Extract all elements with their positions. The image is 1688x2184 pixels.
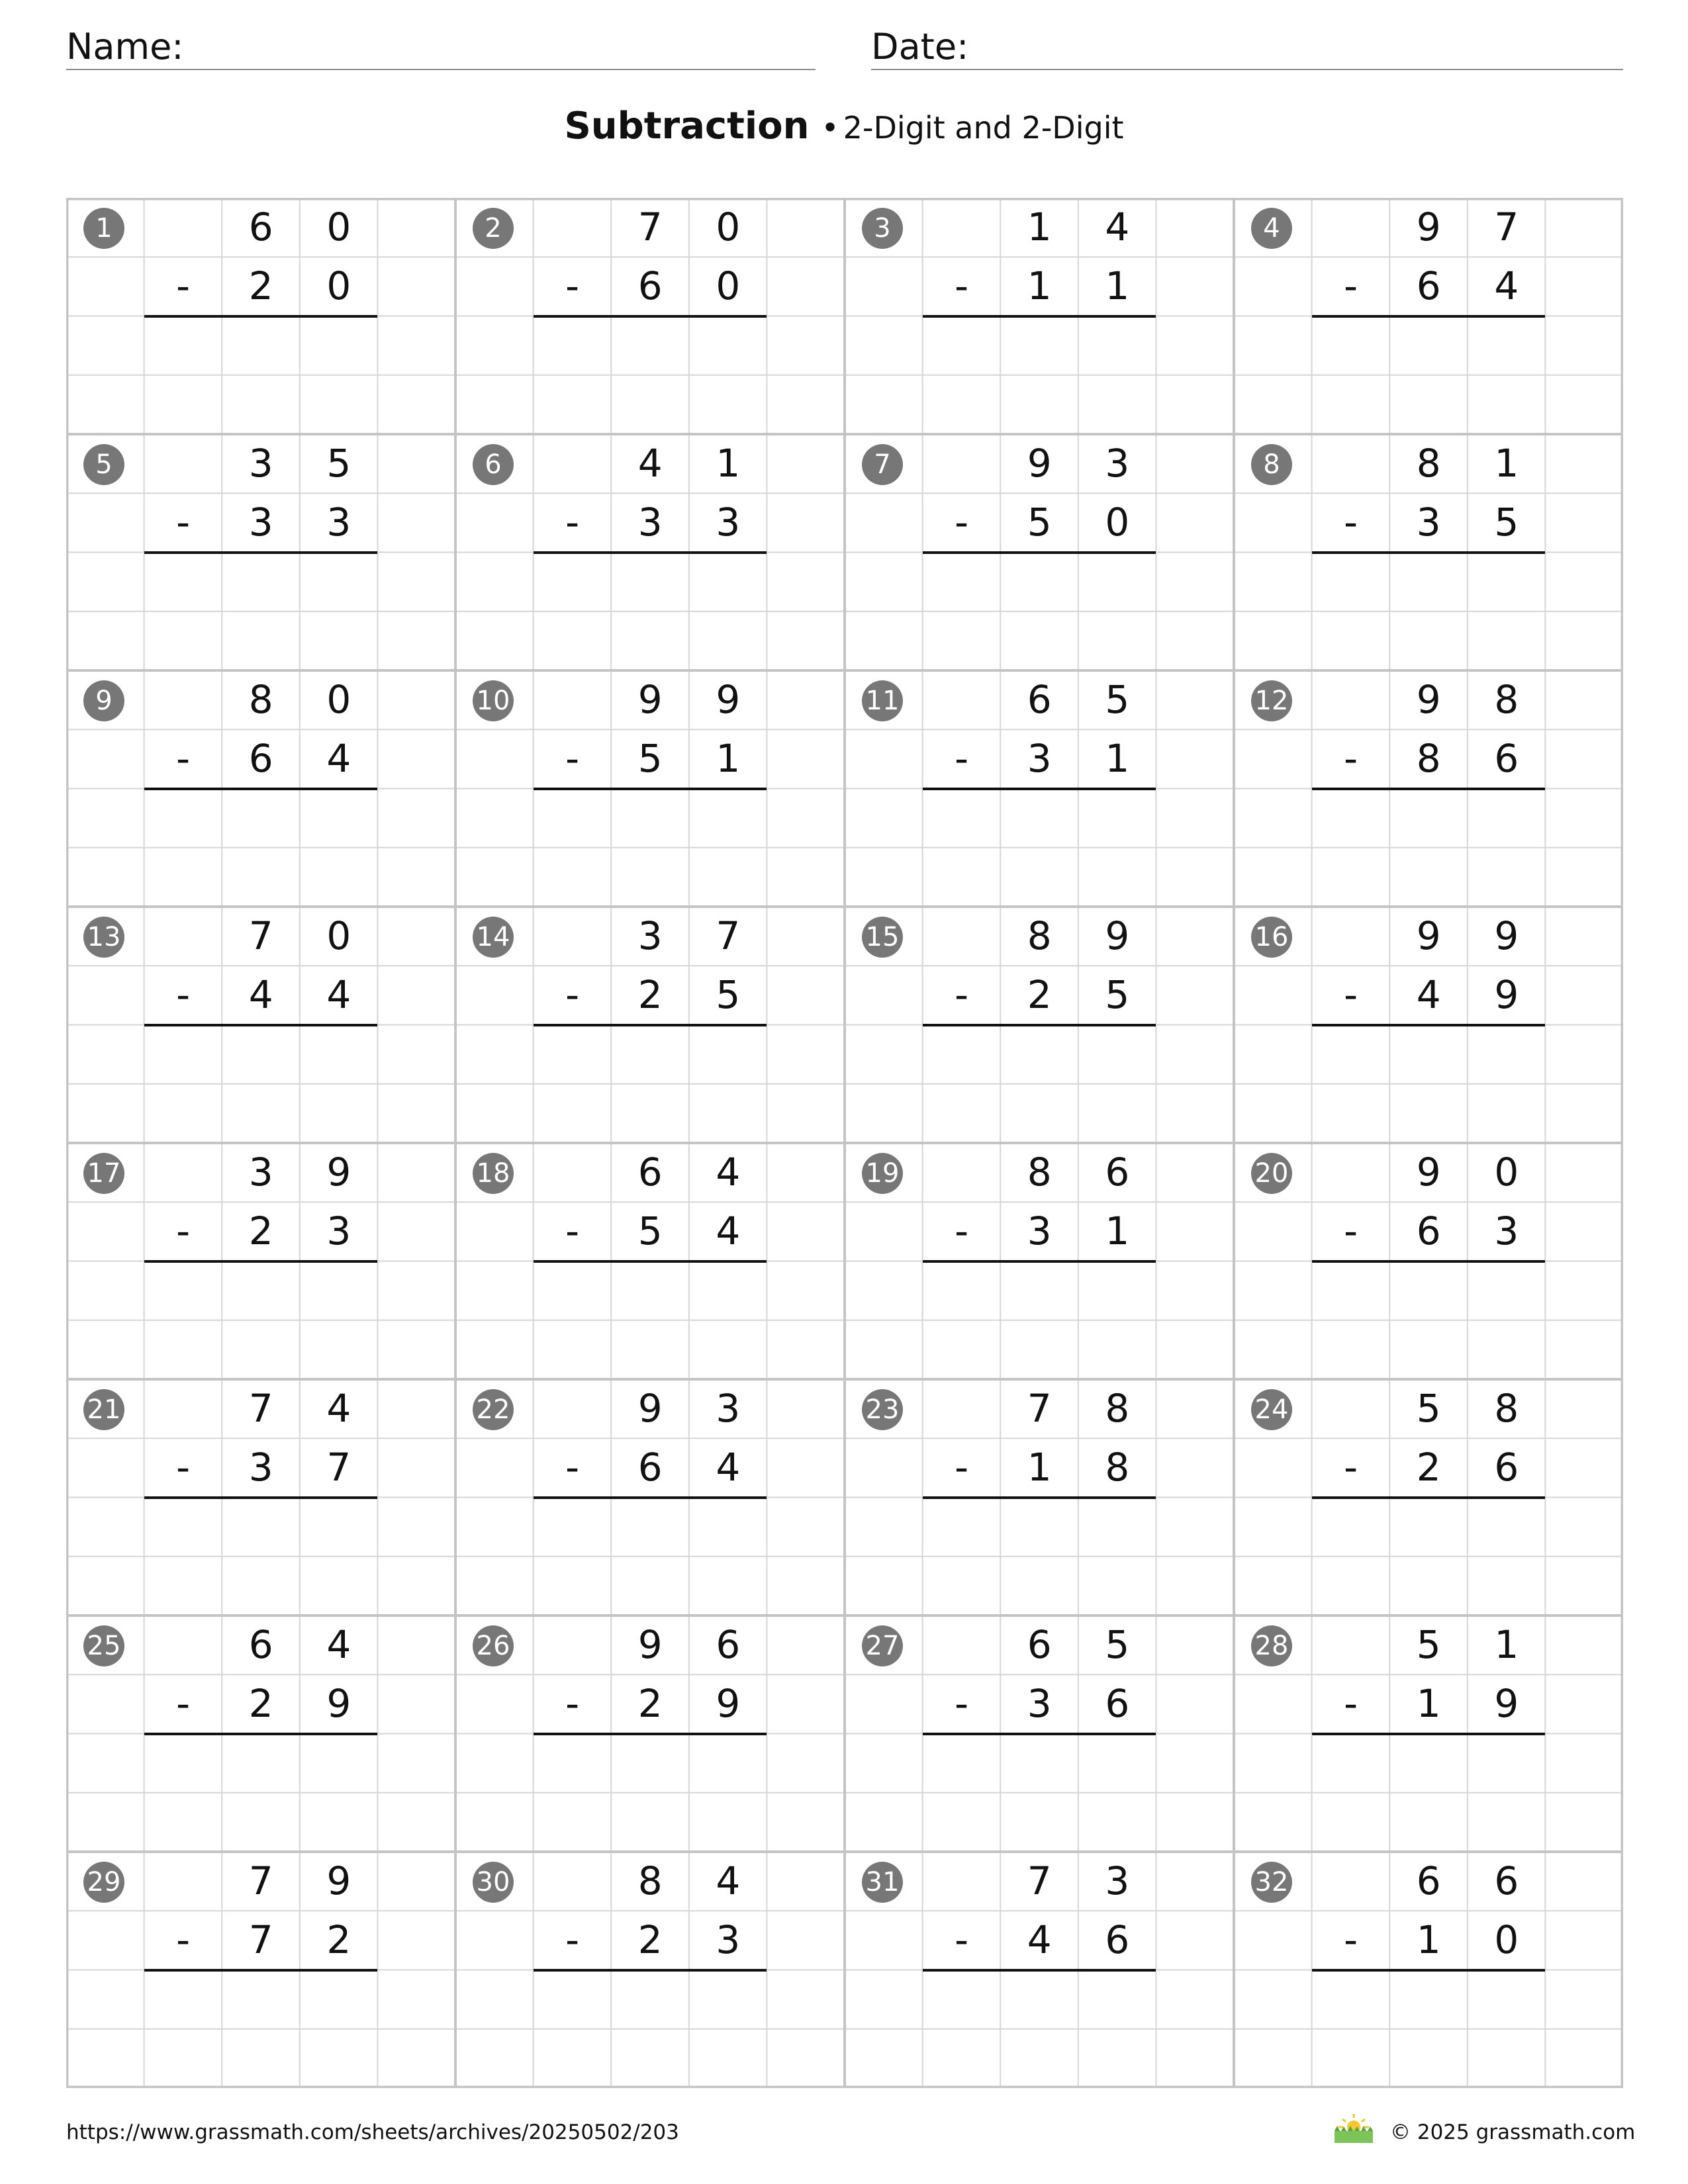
- problem-number-badge: 31: [862, 1862, 903, 1903]
- problem: [455, 1143, 845, 1379]
- minus-sign: -: [176, 1208, 191, 1254]
- problem-number-badge: 17: [83, 1153, 124, 1194]
- minus-sign: -: [955, 1445, 969, 1490]
- minuend-tens-digit: 3: [248, 441, 273, 486]
- minuend-ones-digit: 7: [1494, 205, 1519, 250]
- answer-rule: [923, 1496, 1156, 1499]
- subtrahend-tens-digit: 1: [1027, 263, 1052, 309]
- minuend-tens-digit: 5: [1416, 1386, 1441, 1431]
- footer-copyright: © 2025 grassmath.com: [1390, 2120, 1636, 2144]
- problem: [845, 670, 1234, 907]
- problem-number-badge: 10: [473, 680, 514, 721]
- minuend-ones-digit: 1: [1494, 1622, 1519, 1667]
- subtrahend-ones-digit: 4: [1494, 263, 1519, 309]
- minus-sign: -: [955, 500, 969, 545]
- answer-rule: [1312, 1024, 1545, 1026]
- problem-number-badge: 9: [83, 680, 124, 721]
- name-label: Name:: [66, 26, 184, 68]
- problem-number-badge: 6: [473, 444, 514, 485]
- answer-rule: [534, 551, 767, 554]
- subtrahend-ones-digit: 3: [716, 500, 741, 545]
- footer-url: https://www.grassmath.com/sheets/archives/20250502/203: [66, 2120, 679, 2144]
- problem: [455, 670, 845, 907]
- minuend-tens-digit: 9: [637, 677, 663, 722]
- problem-number-badge: 16: [1251, 917, 1292, 958]
- subtrahend-ones-digit: 0: [716, 263, 741, 309]
- worksheet-title: [0, 105, 1688, 148]
- minuend-tens-digit: 7: [637, 205, 663, 250]
- answer-rule: [923, 788, 1156, 790]
- problem-number-badge: 11: [862, 680, 903, 721]
- minuend-tens-digit: 6: [637, 1150, 663, 1195]
- minuend-tens-digit: 9: [1416, 677, 1441, 722]
- problem: [66, 1143, 455, 1379]
- minus-sign: -: [176, 1445, 191, 1490]
- minuend-tens-digit: 8: [1416, 441, 1441, 486]
- subtrahend-tens-digit: 6: [637, 1445, 663, 1490]
- subtrahend-tens-digit: 3: [1027, 736, 1052, 782]
- problem-number-badge: 28: [1251, 1625, 1292, 1666]
- subtrahend-tens-digit: 4: [1027, 1917, 1052, 1963]
- minus-sign: -: [955, 972, 969, 1018]
- title-separator: •: [821, 110, 839, 146]
- minus-sign: -: [1344, 500, 1358, 545]
- problem-number-badge: 18: [473, 1153, 514, 1194]
- minuend-tens-digit: 6: [1027, 677, 1052, 722]
- subtrahend-ones-digit: 2: [326, 1917, 352, 1963]
- problem-number-badge: 24: [1251, 1389, 1292, 1430]
- problem: [845, 198, 1234, 434]
- subtrahend-tens-digit: 3: [1416, 500, 1441, 545]
- answer-rule: [923, 1024, 1156, 1026]
- minus-sign: -: [565, 1445, 580, 1490]
- subtrahend-tens-digit: 6: [637, 263, 663, 309]
- minuend-tens-digit: 7: [248, 1386, 273, 1431]
- subtrahend-ones-digit: 7: [326, 1445, 352, 1490]
- subtrahend-tens-digit: 1: [1416, 1681, 1441, 1727]
- problem: [455, 1852, 845, 2088]
- problem-number-badge: 3: [862, 208, 903, 249]
- subtrahend-ones-digit: 3: [326, 1208, 352, 1254]
- problem: [455, 198, 845, 434]
- problem: [1234, 1379, 1623, 1615]
- minus-sign: -: [1344, 1208, 1358, 1254]
- problem-number-badge: 20: [1251, 1153, 1292, 1194]
- minuend-tens-digit: 9: [1027, 441, 1052, 486]
- minuend-ones-digit: 5: [1105, 677, 1130, 722]
- minuend-ones-digit: 0: [1494, 1150, 1519, 1195]
- subtrahend-tens-digit: 7: [248, 1917, 273, 1963]
- minuend-ones-digit: 0: [326, 913, 352, 958]
- minuend-ones-digit: 7: [716, 913, 741, 958]
- problem-number-badge: 26: [473, 1625, 514, 1666]
- minuend-ones-digit: 4: [326, 1622, 352, 1667]
- minuend-tens-digit: 3: [637, 913, 663, 958]
- title-subtitle: 2-Digit and 2-Digit: [843, 110, 1124, 146]
- subtrahend-ones-digit: 9: [1494, 1681, 1519, 1727]
- answer-rule: [923, 551, 1156, 554]
- minus-sign: -: [565, 1208, 580, 1254]
- minuend-ones-digit: 0: [716, 205, 741, 250]
- answer-rule: [144, 1024, 377, 1026]
- minus-sign: -: [1344, 1917, 1358, 1963]
- subtrahend-ones-digit: 5: [1105, 972, 1130, 1018]
- minuend-tens-digit: 1: [1027, 205, 1052, 250]
- answer-rule: [534, 1733, 767, 1735]
- minus-sign: -: [565, 736, 580, 782]
- subtrahend-ones-digit: 6: [1105, 1681, 1130, 1727]
- problem: [455, 1615, 845, 1852]
- problem: [66, 670, 455, 907]
- minus-sign: -: [955, 1681, 969, 1727]
- problem-number-badge: 14: [473, 917, 514, 958]
- subtrahend-tens-digit: 8: [1416, 736, 1441, 782]
- minus-sign: -: [176, 972, 191, 1018]
- problem-number-badge: 15: [862, 917, 903, 958]
- subtrahend-tens-digit: 2: [248, 1681, 273, 1727]
- minuend-tens-digit: 5: [1416, 1622, 1441, 1667]
- answer-rule: [534, 1260, 767, 1263]
- minuend-tens-digit: 8: [1027, 913, 1052, 958]
- subtrahend-tens-digit: 3: [1027, 1208, 1052, 1254]
- answer-rule: [534, 1024, 767, 1026]
- answer-rule: [1312, 1496, 1545, 1499]
- subtrahend-tens-digit: 6: [1416, 1208, 1441, 1254]
- date-field[interactable]: [871, 25, 1623, 70]
- minuend-ones-digit: 8: [1105, 1386, 1130, 1431]
- answer-rule: [923, 1969, 1156, 1972]
- name-field[interactable]: [66, 25, 816, 70]
- subtrahend-tens-digit: 5: [637, 1208, 663, 1254]
- subtrahend-ones-digit: 3: [716, 1917, 741, 1963]
- subtrahend-tens-digit: 4: [248, 972, 273, 1018]
- minuend-tens-digit: 9: [1416, 913, 1441, 958]
- minuend-ones-digit: 9: [326, 1150, 352, 1195]
- minuend-ones-digit: 4: [716, 1150, 741, 1195]
- minuend-ones-digit: 9: [1494, 913, 1519, 958]
- minus-sign: -: [565, 1681, 580, 1727]
- subtrahend-tens-digit: 2: [637, 972, 663, 1018]
- answer-rule: [144, 315, 377, 318]
- minus-sign: -: [565, 1917, 580, 1963]
- minus-sign: -: [176, 500, 191, 545]
- problem-number-badge: 4: [1251, 208, 1292, 249]
- minus-sign: -: [176, 1681, 191, 1727]
- subtrahend-tens-digit: 2: [1027, 972, 1052, 1018]
- minuend-tens-digit: 6: [248, 205, 273, 250]
- minuend-ones-digit: 3: [1105, 1858, 1130, 1903]
- minuend-ones-digit: 3: [1105, 441, 1130, 486]
- minus-sign: -: [955, 263, 969, 309]
- problem-number-badge: 12: [1251, 680, 1292, 721]
- minuend-ones-digit: 0: [326, 205, 352, 250]
- minuend-ones-digit: 0: [326, 677, 352, 722]
- subtrahend-ones-digit: 6: [1494, 1445, 1519, 1490]
- problem: [845, 434, 1234, 670]
- minus-sign: -: [955, 1917, 969, 1963]
- problem-number-badge: 25: [83, 1625, 124, 1666]
- problem-number-badge: 30: [473, 1862, 514, 1903]
- grass-sun-logo-icon: [1331, 2111, 1377, 2144]
- subtrahend-ones-digit: 5: [1494, 500, 1519, 545]
- answer-rule: [144, 1496, 377, 1499]
- minus-sign: -: [176, 263, 191, 309]
- problem: [1234, 1852, 1623, 2088]
- problem: [1234, 670, 1623, 907]
- subtrahend-ones-digit: 4: [326, 736, 352, 782]
- minuend-tens-digit: 7: [1027, 1386, 1052, 1431]
- problem: [66, 907, 455, 1143]
- minus-sign: -: [565, 263, 580, 309]
- subtrahend-tens-digit: 1: [1416, 1917, 1441, 1963]
- problem-number-badge: 7: [862, 444, 903, 485]
- subtrahend-tens-digit: 3: [248, 500, 273, 545]
- subtrahend-tens-digit: 3: [248, 1445, 273, 1490]
- subtrahend-ones-digit: 4: [716, 1445, 741, 1490]
- date-label: Date:: [871, 26, 969, 68]
- minuend-tens-digit: 3: [248, 1150, 273, 1195]
- minuend-tens-digit: 6: [248, 1622, 273, 1667]
- problem: [66, 198, 455, 434]
- minuend-ones-digit: 9: [716, 677, 741, 722]
- minus-sign: -: [955, 1208, 969, 1254]
- answer-rule: [923, 1733, 1156, 1735]
- problem: [1234, 434, 1623, 670]
- subtrahend-ones-digit: 0: [326, 263, 352, 309]
- subtrahend-ones-digit: 1: [1105, 736, 1130, 782]
- subtrahend-tens-digit: 6: [1416, 263, 1441, 309]
- minus-sign: -: [176, 736, 191, 782]
- answer-rule: [534, 1496, 767, 1499]
- answer-rule: [144, 1969, 377, 1972]
- problem-number-badge: 27: [862, 1625, 903, 1666]
- subtrahend-ones-digit: 9: [326, 1681, 352, 1727]
- subtrahend-ones-digit: 6: [1494, 736, 1519, 782]
- subtrahend-tens-digit: 2: [248, 1208, 273, 1254]
- answer-rule: [1312, 1969, 1545, 1972]
- answer-rule: [144, 788, 377, 790]
- minuend-ones-digit: 6: [716, 1622, 741, 1667]
- answer-rule: [534, 315, 767, 318]
- minus-sign: -: [176, 1917, 191, 1963]
- minuend-tens-digit: 8: [637, 1858, 663, 1903]
- answer-rule: [534, 788, 767, 790]
- problem: [845, 1852, 1234, 2088]
- subtrahend-tens-digit: 2: [637, 1917, 663, 1963]
- problem: [1234, 198, 1623, 434]
- subtrahend-ones-digit: 8: [1105, 1445, 1130, 1490]
- minuend-tens-digit: 6: [1027, 1622, 1052, 1667]
- problem: [66, 1379, 455, 1615]
- answer-rule: [1312, 315, 1545, 318]
- minuend-ones-digit: 4: [716, 1858, 741, 1903]
- problem: [66, 1852, 455, 2088]
- subtrahend-ones-digit: 0: [1494, 1917, 1519, 1963]
- subtrahend-tens-digit: 4: [1416, 972, 1441, 1018]
- problem-number-badge: 5: [83, 444, 124, 485]
- problem: [1234, 907, 1623, 1143]
- subtrahend-ones-digit: 4: [326, 972, 352, 1018]
- problem-number-badge: 21: [83, 1389, 124, 1430]
- answer-rule: [1312, 551, 1545, 554]
- problem-number-badge: 19: [862, 1153, 903, 1194]
- answer-rule: [1312, 788, 1545, 790]
- subtrahend-ones-digit: 3: [1494, 1208, 1519, 1254]
- minuend-tens-digit: 8: [248, 677, 273, 722]
- minuend-tens-digit: 4: [637, 441, 663, 486]
- problem: [1234, 1615, 1623, 1852]
- subtrahend-tens-digit: 3: [637, 500, 663, 545]
- subtrahend-ones-digit: 6: [1105, 1917, 1130, 1963]
- answer-rule: [534, 1969, 767, 1972]
- problem-number-badge: 2: [473, 208, 514, 249]
- minus-sign: -: [1344, 263, 1358, 309]
- minuend-tens-digit: 9: [637, 1386, 663, 1431]
- minuend-ones-digit: 6: [1494, 1858, 1519, 1903]
- problem: [455, 907, 845, 1143]
- minuend-tens-digit: 7: [248, 913, 273, 958]
- subtrahend-tens-digit: 5: [637, 736, 663, 782]
- title-main: Subtraction: [564, 105, 810, 148]
- problem-number-badge: 32: [1251, 1862, 1292, 1903]
- minus-sign: -: [955, 736, 969, 782]
- minuend-tens-digit: 9: [637, 1622, 663, 1667]
- minus-sign: -: [1344, 1681, 1358, 1727]
- problem-number-badge: 29: [83, 1862, 124, 1903]
- subtrahend-tens-digit: 2: [637, 1681, 663, 1727]
- subtrahend-ones-digit: 4: [716, 1208, 741, 1254]
- subtrahend-ones-digit: 3: [326, 500, 352, 545]
- subtrahend-tens-digit: 2: [248, 263, 273, 309]
- answer-rule: [1312, 1733, 1545, 1735]
- subtrahend-ones-digit: 9: [1494, 972, 1519, 1018]
- problem-number-badge: 23: [862, 1389, 903, 1430]
- answer-rule: [1312, 1260, 1545, 1263]
- minus-sign: -: [1344, 1445, 1358, 1490]
- subtrahend-tens-digit: 2: [1416, 1445, 1441, 1490]
- minuend-tens-digit: 6: [1416, 1858, 1441, 1903]
- minuend-ones-digit: 1: [1494, 441, 1519, 486]
- answer-rule: [144, 551, 377, 554]
- problem: [845, 1615, 1234, 1852]
- minuend-tens-digit: 9: [1416, 205, 1441, 250]
- answer-rule: [923, 315, 1156, 318]
- problem-number-badge: 8: [1251, 444, 1292, 485]
- minuend-ones-digit: 6: [1105, 1150, 1130, 1195]
- subtrahend-ones-digit: 9: [716, 1681, 741, 1727]
- minus-sign: -: [565, 500, 580, 545]
- minuend-ones-digit: 5: [326, 441, 352, 486]
- problem: [845, 1143, 1234, 1379]
- subtrahend-tens-digit: 1: [1027, 1445, 1052, 1490]
- minus-sign: -: [1344, 736, 1358, 782]
- minuend-tens-digit: 8: [1027, 1150, 1052, 1195]
- minuend-ones-digit: 9: [1105, 913, 1130, 958]
- subtrahend-ones-digit: 0: [1105, 500, 1130, 545]
- answer-rule: [144, 1733, 377, 1735]
- minuend-tens-digit: 7: [1027, 1858, 1052, 1903]
- minus-sign: -: [565, 972, 580, 1018]
- problem: [1234, 1143, 1623, 1379]
- minuend-ones-digit: 8: [1494, 1386, 1519, 1431]
- problem-grid: [66, 198, 1623, 2088]
- subtrahend-ones-digit: 1: [716, 736, 741, 782]
- answer-rule: [923, 1260, 1156, 1263]
- problem-number-badge: 1: [83, 208, 124, 249]
- minuend-ones-digit: 9: [326, 1858, 352, 1903]
- subtrahend-tens-digit: 5: [1027, 500, 1052, 545]
- minuend-ones-digit: 3: [716, 1386, 741, 1431]
- minuend-ones-digit: 5: [1105, 1622, 1130, 1667]
- minuend-tens-digit: 9: [1416, 1150, 1441, 1195]
- subtrahend-tens-digit: 6: [248, 736, 273, 782]
- subtrahend-ones-digit: 5: [716, 972, 741, 1018]
- minuend-ones-digit: 4: [326, 1386, 352, 1431]
- minuend-ones-digit: 1: [716, 441, 741, 486]
- subtrahend-ones-digit: 1: [1105, 263, 1130, 309]
- problem: [455, 434, 845, 670]
- subtrahend-tens-digit: 3: [1027, 1681, 1052, 1727]
- minuend-ones-digit: 8: [1494, 677, 1519, 722]
- problem-number-badge: 13: [83, 917, 124, 958]
- subtrahend-ones-digit: 1: [1105, 1208, 1130, 1254]
- problem: [66, 434, 455, 670]
- problem: [845, 907, 1234, 1143]
- problem-number-badge: 22: [473, 1389, 514, 1430]
- problem: [455, 1379, 845, 1615]
- minuend-tens-digit: 7: [248, 1858, 273, 1903]
- minus-sign: -: [1344, 972, 1358, 1018]
- minuend-ones-digit: 4: [1105, 205, 1130, 250]
- problem: [66, 1615, 455, 1852]
- answer-rule: [144, 1260, 377, 1263]
- problem: [845, 1379, 1234, 1615]
